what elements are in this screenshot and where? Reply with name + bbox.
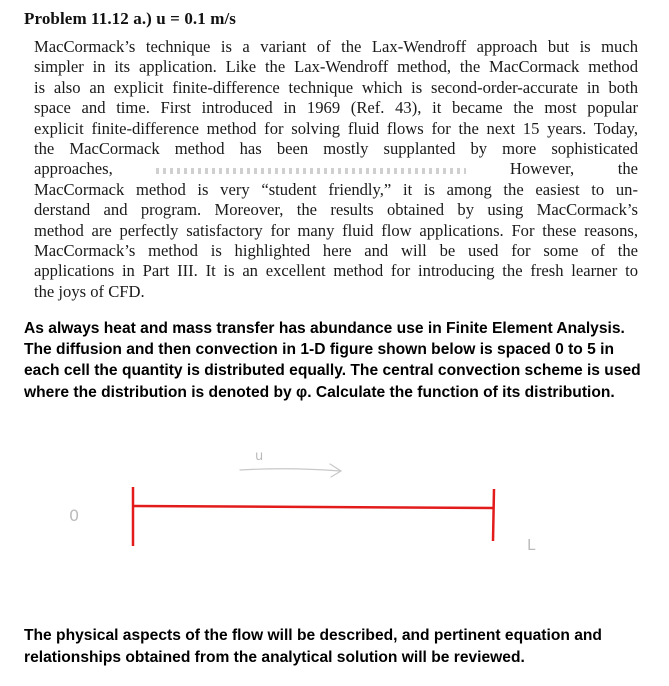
- obscured-text-smudge: [156, 168, 466, 174]
- footer-text: The physical aspects of the flow will be described, and pertinent equation and relationships obtained from the analytical solution will be reviewed.: [24, 627, 602, 666]
- flow-arrow-icon: [240, 464, 341, 477]
- question-text: As always heat and mass transfer has abundance use in Finite Element Analysis. The diffusion and then convection in 1-D figure shown below is spaced 0 to 5 in each cell the quantity is distributed equally. The central convection scheme is used where the distribution is denoted by φ. Calculate the function of its distribution.: [24, 320, 641, 401]
- passage-line: MacCormack’s technique is a variant of the Lax-Wendroff approach but is much: [34, 37, 638, 56]
- flow-label: u: [255, 449, 264, 464]
- passage-line-obscured: [34, 159, 638, 179]
- passage-line: the MacCormack method has been mostly supplanted by more sophisticated: [34, 139, 638, 159]
- obscured-line-start: approaches,: [34, 159, 113, 179]
- domain-end-label: L: [527, 536, 536, 554]
- domain-start-label: 0: [69, 506, 80, 525]
- passage-line: derstand and program. Moreover, the results obtained by using MacCormack’s: [34, 200, 638, 220]
- domain-right-boundary: [493, 489, 494, 541]
- obscured-line-end: However, the: [509, 159, 638, 179]
- passage-line: explicit finite-difference method for solving fluid flows for the next 15 years. Today,: [34, 118, 638, 138]
- passage-line: simpler in its application. Like the Lax-Wendroff method, the MacCormack method: [34, 57, 638, 77]
- passage-line: the joys of CFD.: [34, 281, 145, 301]
- passage-line: space and time. First introduced in 1969 (Ref. 43), it became the most popular: [34, 98, 638, 118]
- passage-line: applications in Part III. It is an excellent method for introducing the fresh learner to: [34, 261, 638, 281]
- passage-line: MacCormack method is very “student friendly,” it is among the easiest to un-: [34, 179, 638, 199]
- domain-figure: [0, 440, 669, 560]
- textbook-excerpt: [34, 37, 638, 302]
- problem-title: Problem 11.12 a.) u = 0.1 m/s: [24, 9, 237, 28]
- passage-line: is also an explicit finite-difference technique which is second-order-accurate in both: [34, 77, 638, 97]
- domain-line: [133, 506, 494, 508]
- passage-line: method are perfectly satisfactory for many fluid flow applications. For these reasons,: [34, 220, 638, 240]
- passage-line: MacCormack’s method is highlighted here and will be used for some of the: [34, 241, 638, 261]
